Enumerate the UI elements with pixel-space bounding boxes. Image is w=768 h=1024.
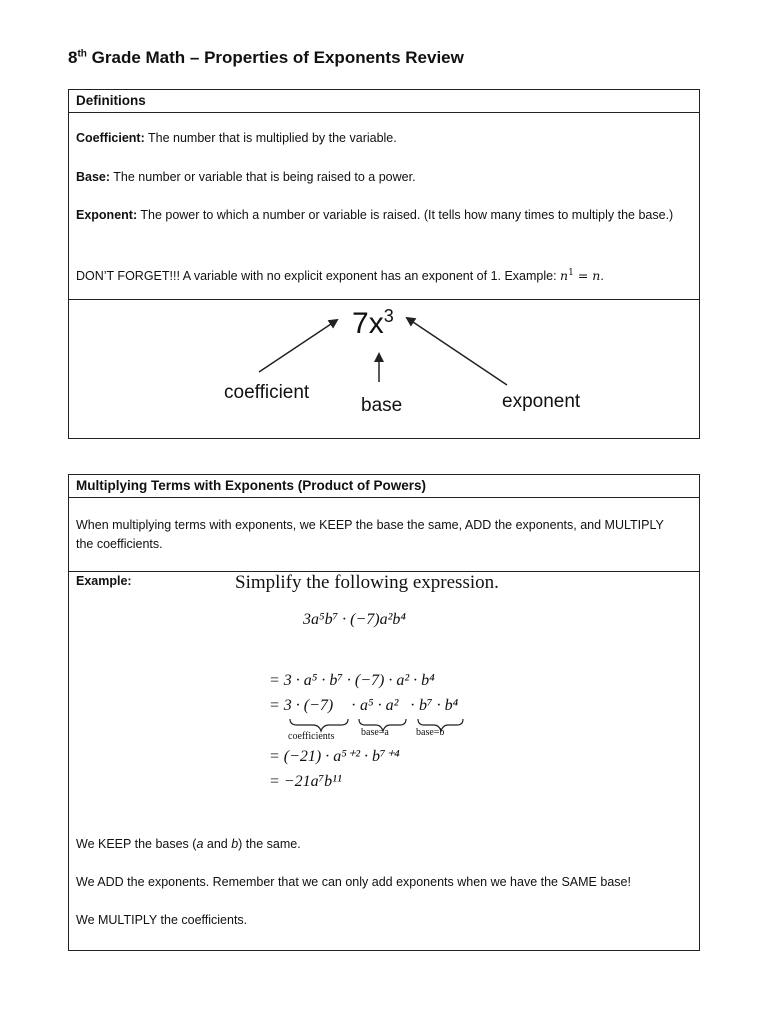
keep-pre: We KEEP the bases (	[76, 837, 197, 851]
exponent-definition	[76, 206, 692, 225]
title-superscript: th	[77, 48, 87, 60]
product-intro-text: When multiplying terms with exponents, we KEEP the base the same, ADD the exponents, and MULTIPLY the coefficients.	[76, 518, 664, 551]
step-1: = 3 · a⁵ · b⁷ · (−7) · a² · b⁴	[269, 672, 435, 689]
multiply-coefficients-text: We MULTIPLY the coefficients.	[76, 913, 248, 927]
brace-label-base-a: base=a	[361, 727, 389, 738]
base-text: The number or variable that is being raised to a power.	[110, 170, 416, 184]
coefficient-definition	[76, 129, 397, 148]
step-2-coefficients: = 3 · (−7)	[269, 697, 334, 714]
exponent-text: The power to which a number or variable is raised. (It tells how many times to multiply the base.)	[137, 208, 674, 222]
example-rhs: = n	[573, 268, 601, 284]
dont-forget-note	[76, 264, 604, 286]
term-coefficient: 7	[352, 307, 369, 340]
example-period: .	[600, 269, 604, 284]
keep-bases-text	[76, 835, 692, 854]
keep-and: and	[203, 837, 232, 851]
diagram-area	[69, 299, 699, 439]
product-example-area	[69, 571, 699, 950]
explanation	[69, 835, 699, 930]
arrow-to-coefficient	[259, 320, 337, 372]
label-base: base	[361, 395, 403, 416]
base-definition	[76, 168, 416, 187]
add-exponents-text: We ADD the exponents. Remember that we can only add exponents when we have the SAME base!	[76, 875, 631, 889]
term-variable: x	[368, 307, 384, 340]
brace-label-coefficients: coefficients	[288, 731, 335, 742]
keep-post: ) the same.	[238, 837, 301, 851]
label-exponent: exponent	[502, 391, 581, 412]
dont-forget-text: DON’T FORGET!!! A variable with no explicit exponent has an exponent of 1. Example:	[76, 269, 561, 284]
brace-label-base-b: base=b	[416, 727, 445, 738]
coefficient-text: The number that is multiplied by the variable.	[144, 131, 397, 145]
title-grade-number: 8	[68, 48, 78, 67]
definitions-box	[68, 89, 700, 439]
product-header: Multiplying Terms with Exponents (Product of Powers)	[69, 475, 699, 498]
arrow-to-exponent	[407, 318, 507, 385]
coefficient-term: Coefficient:	[76, 131, 145, 145]
brace-coefficients	[290, 719, 348, 731]
example-n: n	[560, 268, 569, 284]
product-of-powers-box	[68, 474, 700, 951]
label-coefficient: coefficient	[224, 382, 310, 403]
definitions-header: Definitions	[69, 90, 699, 113]
step-2-dot-2: ·	[410, 697, 416, 714]
term-exponent: 3	[383, 306, 394, 326]
keep-a: a	[196, 837, 204, 851]
example-exponent: 1	[568, 268, 574, 278]
diagram-term	[352, 306, 394, 341]
keep-b: b	[231, 837, 239, 851]
step-2-dot-1: ·	[351, 697, 357, 714]
product-intro	[69, 498, 699, 571]
title-text: Grade Math – Properties of Exponents Review	[86, 48, 464, 67]
step-3: = (−21) · a⁵⁺² · b⁷⁺⁴	[269, 748, 400, 765]
step-2-base-a: a⁵ · a²	[360, 697, 399, 714]
example-expression: 3a⁵b⁷ · (−7)a²b⁴	[303, 611, 406, 628]
step-2-base-b: b⁷ · b⁴	[419, 697, 459, 714]
example-label: Example:	[76, 574, 132, 588]
step-4: = −21a⁷b¹¹	[269, 773, 342, 790]
example-prompt: Simplify the following expression.	[235, 572, 499, 593]
exponent-term: Exponent:	[76, 208, 138, 222]
base-term: Base:	[76, 170, 111, 184]
page-title	[68, 48, 464, 68]
definitions-body	[69, 113, 699, 299]
